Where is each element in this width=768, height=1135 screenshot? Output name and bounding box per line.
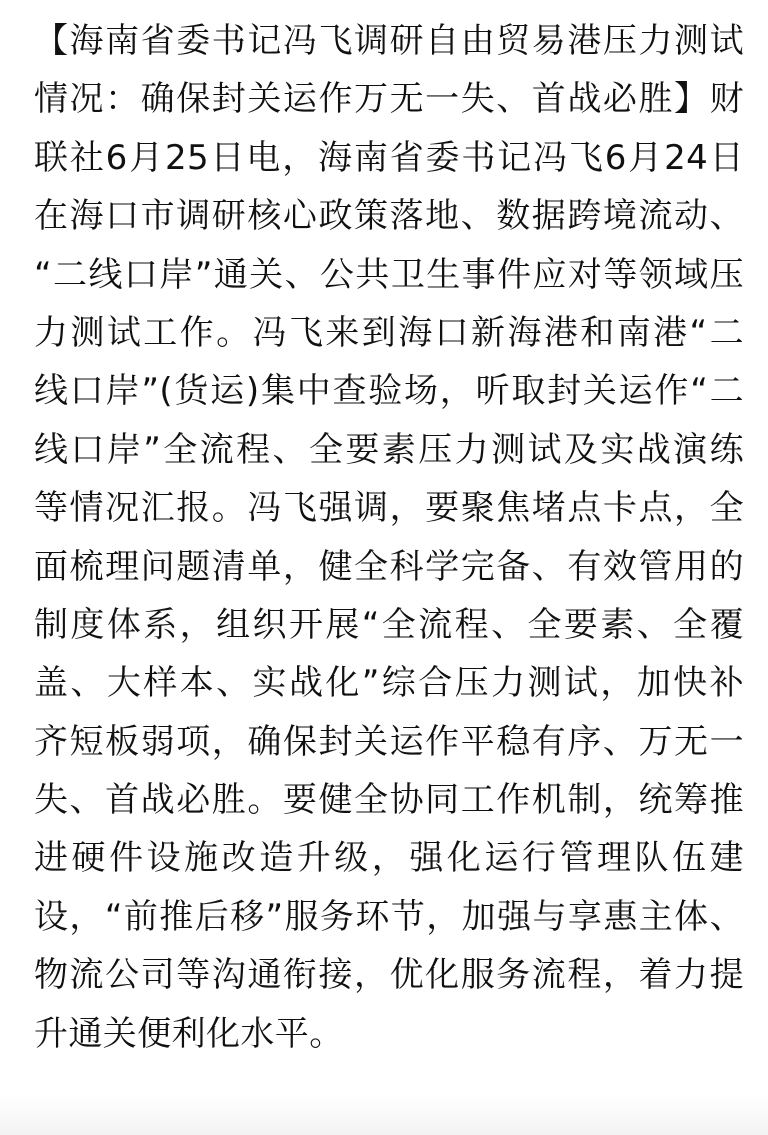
bottom-edge-shade bbox=[0, 1095, 768, 1135]
article-line: 进硬件设施改造升级，强化运行管理队伍建 bbox=[34, 838, 744, 879]
article-line: 情况：确保封关运作万无一失、首战必胜】财 bbox=[34, 79, 744, 120]
article-line: 失、首战必胜。要健全协同工作机制，统筹推 bbox=[34, 780, 744, 821]
article-line: 盖、大样本、实战化”综合压力测试，加快补 bbox=[34, 663, 744, 704]
article-line: 联社6月25日电，海南省委书记冯飞6月24日 bbox=[34, 137, 744, 178]
article-line-last: 升通关便利化水平。 bbox=[34, 1013, 344, 1054]
article-line: 面梳理问题清单，健全科学完备、有效管用的 bbox=[34, 546, 744, 587]
article-line: 设，“前推后移”服务环节，加强与享惠主体、 bbox=[34, 896, 744, 937]
article-line: 线口岸”(货运)集中查验场，听取封关运作“二 bbox=[34, 371, 744, 412]
article-line: 齐短板弱项，确保封关运作平稳有序、万无一 bbox=[34, 721, 744, 762]
article-line: 线口岸”全流程、全要素压力测试及实战演练 bbox=[34, 429, 744, 470]
article-line: “二线口岸”通关、公共卫生事件应对等领域压 bbox=[34, 254, 744, 295]
article-line: 【海南省委书记冯飞调研自由贸易港压力测试 bbox=[34, 21, 744, 61]
article-line: 物流公司等沟通衔接，优化服务流程，着力提 bbox=[34, 955, 744, 996]
article-line: 在海口市调研核心政策落地、数据跨境流动、 bbox=[34, 196, 744, 237]
article-line: 制度体系，组织开展“全流程、全要素、全覆 bbox=[34, 604, 744, 645]
article-line: 力测试工作。冯飞来到海口新海港和南港“二 bbox=[34, 312, 744, 353]
article-line: 等情况汇报。冯飞强调，要聚焦堵点卡点，全 bbox=[34, 488, 744, 529]
news-article-body bbox=[34, 12, 744, 1063]
